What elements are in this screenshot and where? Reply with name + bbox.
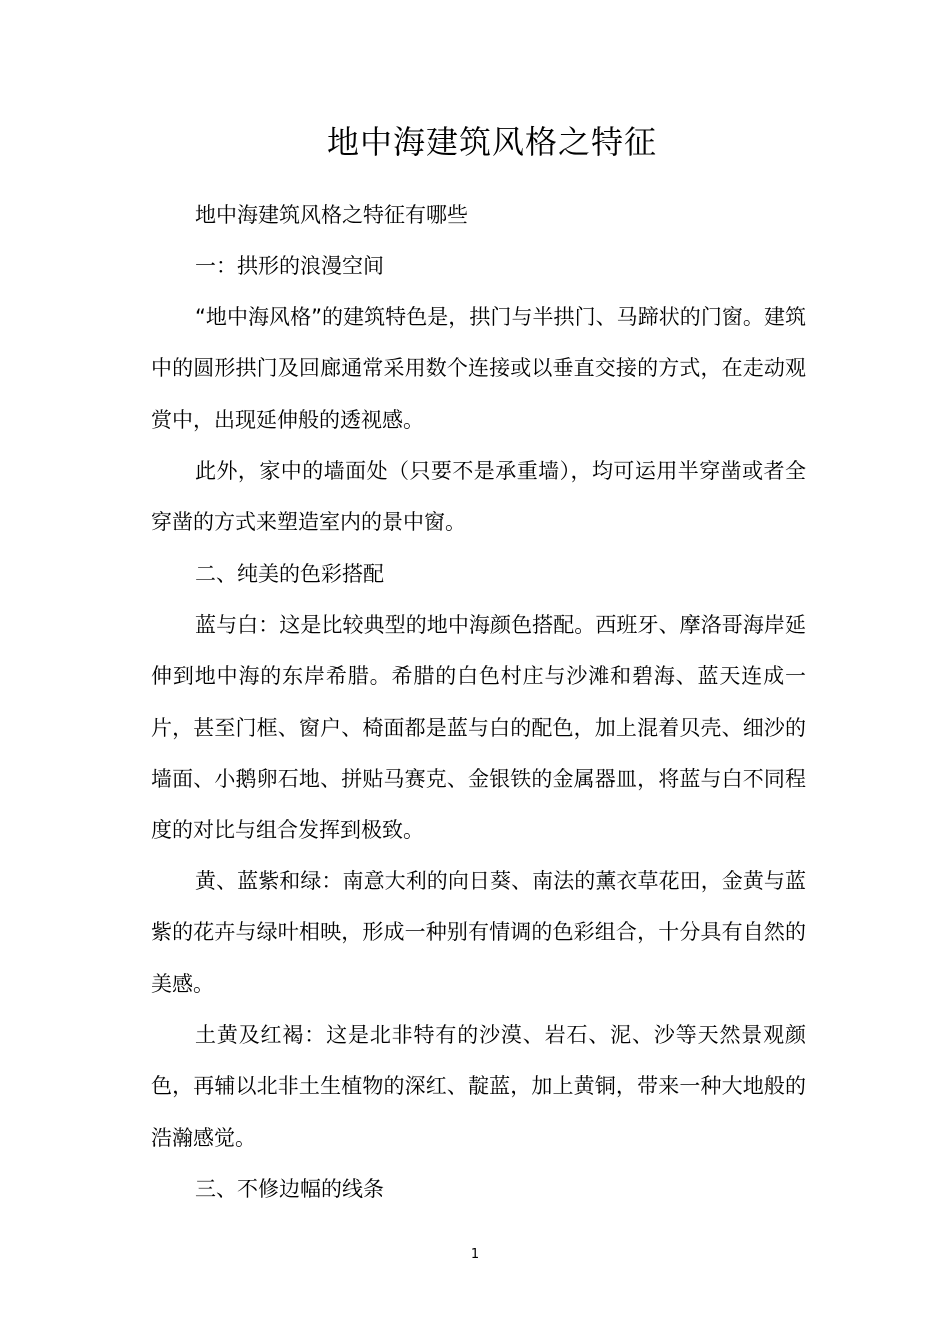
document-title: 地中海建筑风格之特征 xyxy=(326,123,657,161)
paragraph: 蓝与白：这是比较典型的地中海颜色搭配。西班牙、摩洛哥海岸延伸到地中海的东岸希腊。希腊的白色村庄与沙滩和碧海、蓝天连成一片，甚至门框、窗户、椅面都是蓝与白的配色，加上混着贝壳、细沙的墙面、小鹅卵石地、拼贴马赛克、金银铁的金属器皿，将蓝与白不同程度的对比与组合发挥到极致。 xyxy=(151,613,806,843)
paragraph: 三、不修边幅的线条 xyxy=(195,1177,384,1201)
paragraph: “地中海风格”的建筑特色是，拱门与半拱门、马蹄状的门窗。建筑中的圆形拱门及回廊通常采用数个连接或以垂直交接的方式，在走动观赏中，出现延伸般的透视感。 xyxy=(151,305,806,432)
paragraph: 土黄及红褐：这是北非特有的沙漠、岩石、泥、沙等天然景观颜色，再辅以北非土生植物的深红、靛蓝，加上黄铜，带来一种大地般的浩瀚感觉。 xyxy=(151,1023,806,1150)
paragraph: 黄、蓝紫和绿：南意大利的向日葵、南法的薰衣草花田，金黄与蓝紫的花卉与绿叶相映，形成一种别有情调的色彩组合，十分具有自然的美感。 xyxy=(151,869,806,996)
page-number: 1 xyxy=(470,1247,480,1262)
paragraph: 二、纯美的色彩搭配 xyxy=(195,562,384,586)
paragraph: 此外，家中的墙面处（只要不是承重墙），均可运用半穿凿或者全穿凿的方式来塑造室内的景中窗。 xyxy=(151,459,806,535)
paragraph: 一：拱形的浪漫空间 xyxy=(195,254,384,278)
paragraph: 地中海建筑风格之特征有哪些 xyxy=(195,203,468,227)
